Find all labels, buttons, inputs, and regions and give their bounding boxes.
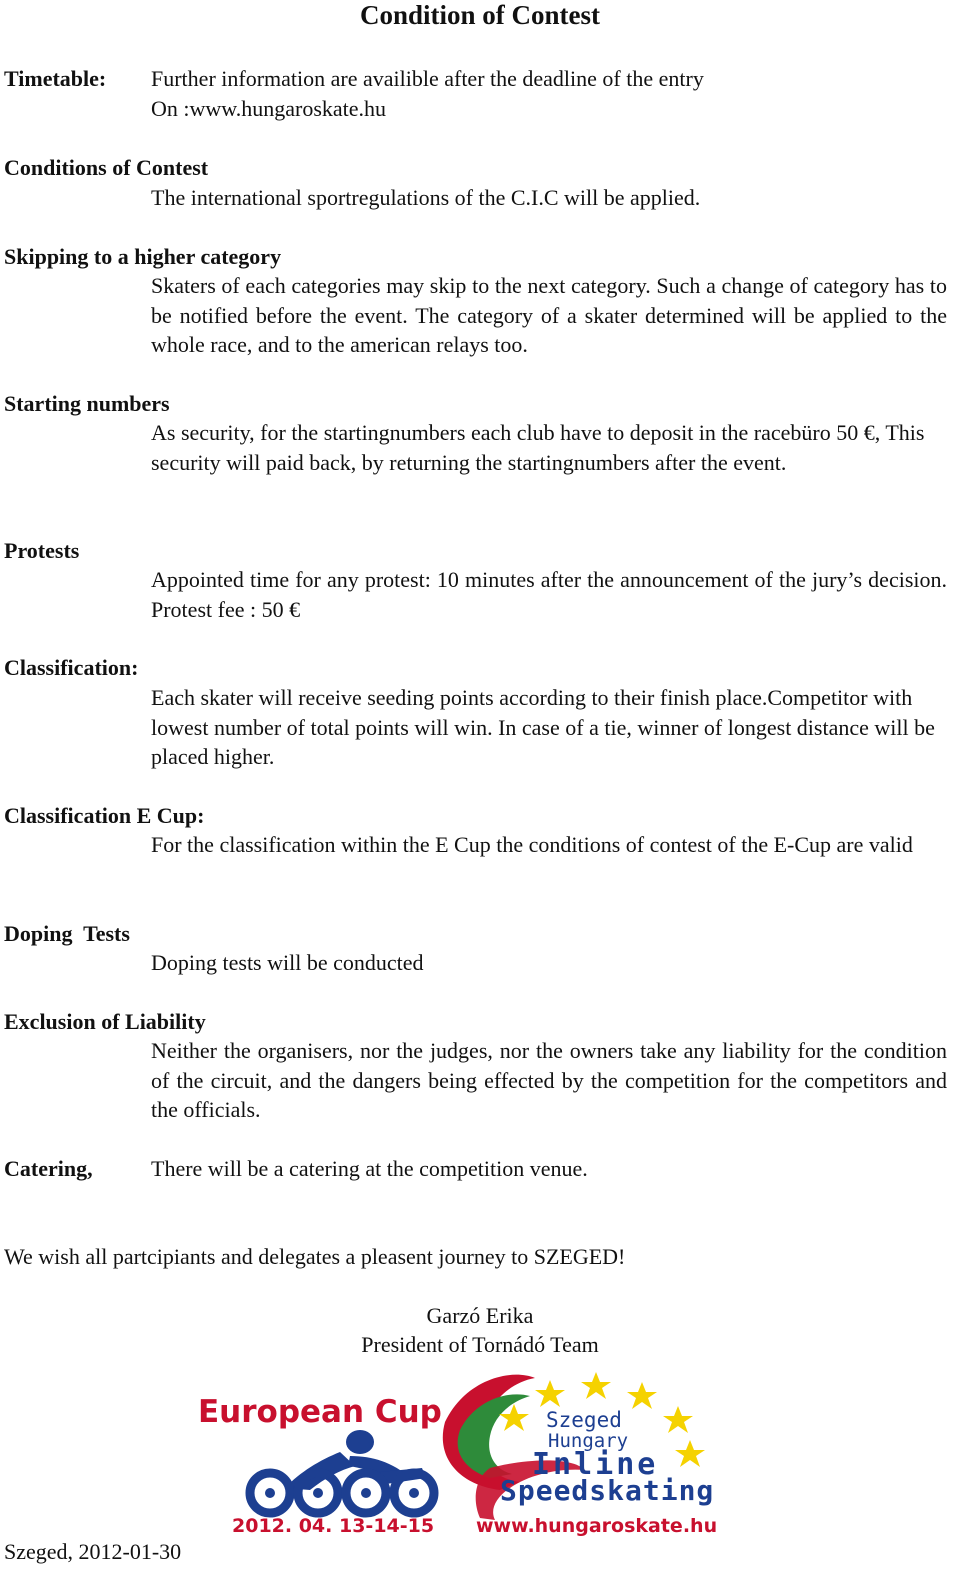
- star-icon: [581, 1372, 611, 1399]
- logo-dates: 2012. 04. 13-14-15: [232, 1515, 435, 1537]
- document-date: Szeged, 2012-01-30: [4, 1539, 182, 1564]
- closing-greeting: We wish all partcipiants and delegates a pleasent journey to SZEGED!: [4, 1244, 626, 1269]
- section-heading-protests: Protests: [4, 538, 80, 563]
- timetable-line-1: Further information are availible after the deadline of the entry: [151, 66, 704, 91]
- section-body-catering: There will be a catering at the competition venue.: [151, 1156, 588, 1181]
- logo-european-cup: European Cup: [198, 1394, 442, 1430]
- section-body-skipping: Skaters of each categories may skip to the next category. Such a change of category has to be notified before the event. The category of a skater determined will be applied to the whole race, and to the american relays too.: [151, 273, 947, 357]
- star-icon: [663, 1406, 693, 1433]
- logo-szeged: Szeged: [546, 1408, 622, 1432]
- star-icon: [627, 1382, 657, 1409]
- logo-hungary: Hungary: [548, 1430, 629, 1452]
- section-body-protests: Appointed time for any protest: 10 minutes after the announcement of the jury’s decision. Protest fee : 50 €: [151, 567, 947, 622]
- logo-inline: Inline: [532, 1447, 659, 1482]
- section-heading-starting-numbers: Starting numbers: [4, 391, 170, 416]
- section-heading-liability: Exclusion of Liability: [4, 1009, 206, 1034]
- section-body-classification: Each skater will receive seeding points according to their finish place.Competitor with lowest number of total points will win. In case of a tie, winner of longest distance will be placed higher.: [151, 685, 935, 769]
- star-icon: [535, 1380, 565, 1407]
- timetable-line-2: On :www.hungaroskate.hu: [151, 95, 387, 121]
- section-body-doping: Doping tests will be conducted: [151, 950, 424, 975]
- section-body-classification-ecup: For the classification within the E Cup the conditions of contest of the E-Cup are valid: [151, 832, 913, 857]
- signature-name: Garzó Erika: [426, 1303, 534, 1328]
- star-icon: [675, 1440, 705, 1467]
- section-body-liability: Neither the organisers, nor the judges, nor the owners take any liability for the condition of the circuit, and the dangers being effected by the competition for the competitors and the officials.: [151, 1038, 947, 1122]
- page-title: Condition of Contest: [359, 0, 601, 30]
- section-heading-doping: Doping Tests: [4, 921, 130, 946]
- conditions-line-1: The international sportregulations of the C.I.C will be applied.: [151, 185, 701, 210]
- section-body-conditions: [151, 183, 947, 213]
- section-heading-catering: Catering,: [4, 1156, 93, 1181]
- section-body-timetable: [151, 64, 947, 123]
- signature-role: President of Tornádó Team: [361, 1332, 599, 1357]
- section-body-starting-numbers: As security, for the startingnumbers each club have to deposit in the racebüro 50 €, This security will paid back, by returning the startingnumbers after the event.: [151, 420, 925, 475]
- section-heading-timetable: Timetable:: [4, 66, 107, 91]
- section-heading-classification: Classification:: [4, 655, 139, 680]
- logo-speedskating: Speedskating: [500, 1474, 715, 1507]
- event-logo-graphic: [190, 1360, 760, 1538]
- section-heading-conditions: Conditions of Contest: [4, 155, 209, 180]
- event-logo: [190, 1360, 760, 1538]
- section-heading-skipping: Skipping to a higher category: [4, 244, 282, 269]
- logo-url: www.hungaroskate.hu: [476, 1515, 718, 1537]
- section-heading-classification-ecup: Classification E Cup:: [4, 803, 205, 828]
- skate-wheels-icon: [250, 1473, 434, 1513]
